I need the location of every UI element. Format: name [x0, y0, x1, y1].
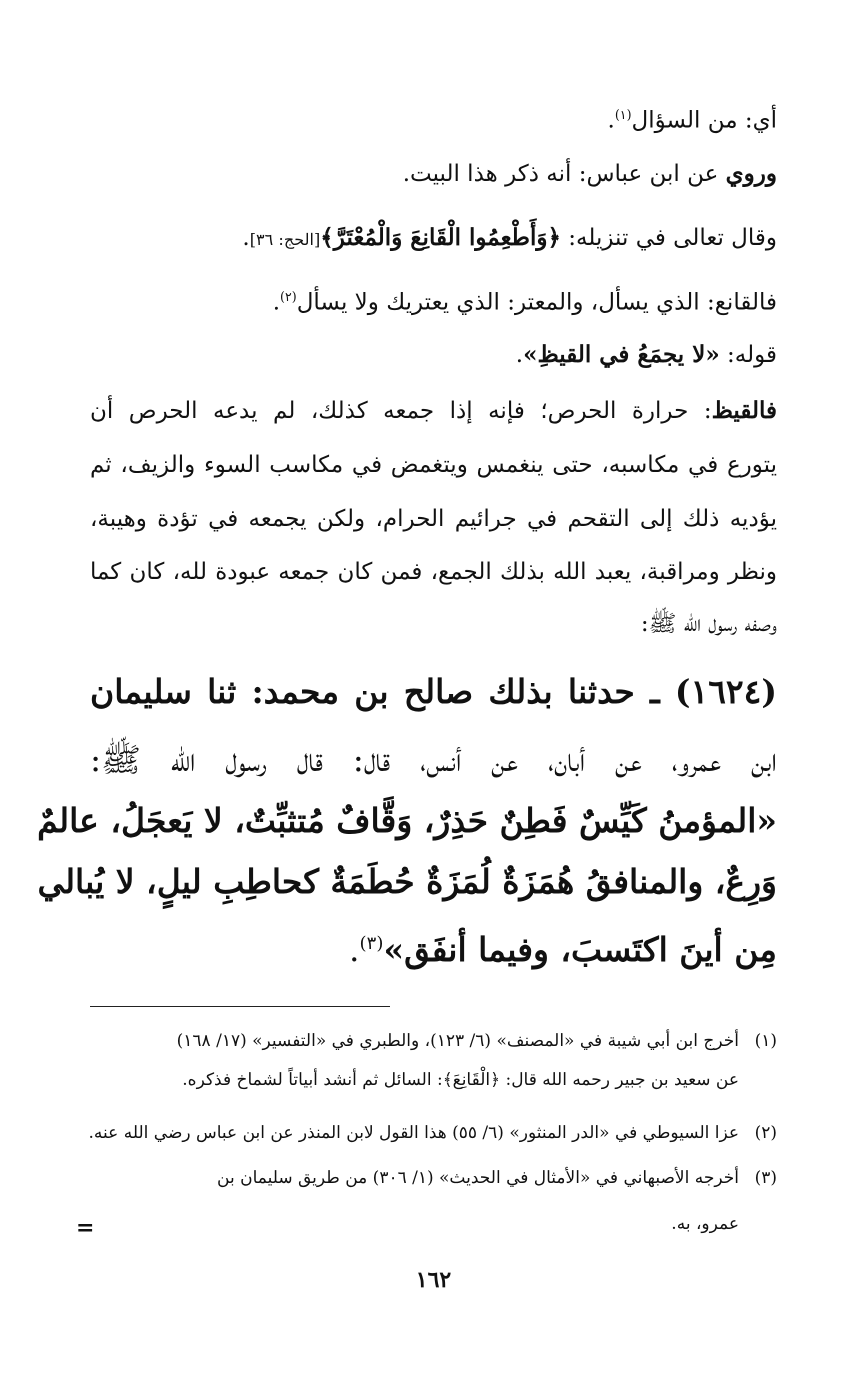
footnote-marker[interactable]: (٢) — [280, 289, 297, 304]
body-line-5: قوله: «لا يجمَعُ في القيظِ». — [515, 341, 777, 368]
body-line-3: وقال تعالى في تنزيله: ﴿وَأَطْعِمُوا الْقَانِعَ وَالْمُعْتَرَّ﴾[الحج: ٣٦]. — [242, 224, 777, 251]
paragraph-line-5: وصفه رسول الله ﷺ: — [640, 611, 777, 637]
quran-verse: ﴿وَأَطْعِمُوا الْقَانِعَ وَالْمُعْتَرَّ﴾ — [320, 224, 561, 251]
footnote-number: (٣) — [754, 1168, 777, 1188]
footnote-1-line-2: عن سعيد بن جبير رحمه الله قال: ﴿الْقَانِعَ﴾: السائل ثم أنشد أبياتاً لشماخ فذكره. — [182, 1070, 739, 1090]
footnote-number: (٢) — [754, 1123, 777, 1143]
hadith-line-5: مِن أينَ اكتَسبَ، وفيما أنفَق»$^{(٣)}$. — [349, 930, 777, 969]
body-line-4: فالقانع: الذي يسأل، والمعتر: الذي يعتريك ولا يسأل$^{(٢)}$. — [272, 289, 777, 316]
footnote-3-line-2: عمرو، به. — [671, 1214, 739, 1234]
paragraph-line-3: يؤديه ذلك إلى التقحم في جرائيم الحرام، ولكن يجمعه في تؤدة وهيبة، — [90, 506, 777, 532]
verse-reference: [الحج: ٣٦] — [249, 230, 321, 249]
continuation-mark: = — [76, 1215, 95, 1241]
paragraph-line-2: يتورع في مكاسبه، حتى ينغمس ويتغمض في مكاسب السوء والزيف، ثم — [90, 452, 777, 478]
footnote-2: (٢)عزا السيوطي في «الدر المنثور» (٦/ ٥٥) هذا القول لابن المنذر عن ابن عباس رضي الله عنه. — [90, 1119, 777, 1147]
footnote-number: (١) — [754, 1031, 777, 1051]
hadith-line-1: (١٦٢٤) ـ حدثنا بذلك صالح بن محمد: ثنا سليمان — [90, 672, 777, 711]
hadith-line-4: وَرِعٌ، والمنافقُ هُمَزَةٌ لُمَزَةٌ حُطَمَةٌ كحاطِبِ ليلٍ، لا يُبالي — [37, 862, 777, 901]
footnote-3: (٣)أخرجه الأصبهاني في «الأمثال في الحديث» (١/ ٣٠٦) من طريق سليمان بن — [90, 1164, 777, 1192]
footnote-1: (١)أخرج ابن أبي شيبة في «المصنف» (٦/ ١٢٣)، والطبري في «التفسير» (١٧/ ١٦٨) — [90, 1027, 777, 1055]
paragraph-line-4: ونظر ومراقبة، يعبد الله بذلك الجمع، فمن كان جمعه عبودة لله، كان كما — [90, 559, 777, 585]
hadith-number: (١٦٢٤) — [674, 672, 777, 711]
footnote-separator — [90, 1006, 390, 1007]
footnote-marker[interactable]: (١) — [614, 107, 632, 122]
paragraph-line-1: فالقيظ: حرارة الحرص؛ فإنه إذا جمعه كذلك، لم يدعه الحرص أن — [90, 397, 777, 424]
hadith-line-3: «المؤمنُ كَيِّسٌ فَطِنٌ حَذِرٌ، وَقَّافٌ مُتثبِّتٌ، لا يَعجَلُ، عالمٌ — [37, 801, 777, 840]
body-line-2: وروي عن ابن عباس: أنه ذكر هذا البيت. — [402, 160, 777, 187]
footnote-marker[interactable]: (٣) — [359, 933, 384, 954]
page-number: ١٦٢ — [415, 1267, 452, 1293]
hadith-line-2: ابن عمرو، عن أبان، عن أنس، قال: قال رسول الله ﷺ: — [90, 740, 777, 779]
body-line-1: أي: من السؤال$^{(١)}$. — [607, 107, 777, 134]
